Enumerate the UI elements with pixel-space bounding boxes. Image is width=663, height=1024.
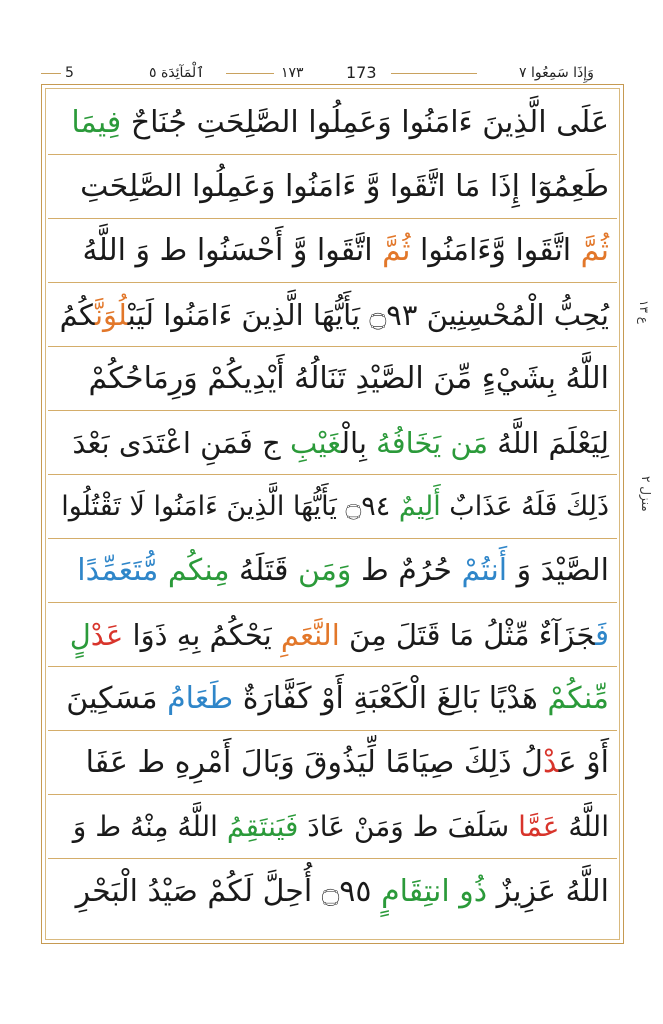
verse-line <box>48 475 617 539</box>
verse-line <box>48 219 617 283</box>
verse-segment: اتَّقَوا وَّءَامَنُوا <box>410 233 581 268</box>
verse-segment: يُحِبُّ الْمُحْسِنِينَ ۝٩٣ يَأَيُّهَا الَّذِينَ ءَامَنُوا لَيَبْ <box>127 297 609 332</box>
verse-line-text <box>76 874 609 909</box>
verse-line-text <box>77 553 609 588</box>
verse-lines <box>48 91 617 937</box>
verse-line <box>48 795 617 859</box>
verse-segment: جَزَآءٌ مِّثْلُ مَا قَتَلَ مِنَ <box>339 617 596 652</box>
verse-segment: هَدْيًا بَالِغَ الْكَعْبَةِ أَوْ كَفَّارَةٌ <box>233 681 548 716</box>
verse-segment: بِالْ <box>341 425 377 460</box>
verse-segment: أَنتُمْ <box>461 553 508 588</box>
verse-line <box>48 91 617 155</box>
verse-segment: لِيَعْلَمَ اللَّهُ <box>488 425 609 460</box>
header-rule <box>41 73 61 74</box>
verse-line-text <box>60 298 609 332</box>
verse-segment: طَعِمُوٓا إِذَا مَا اتَّقَوا وَّ ءَامَنُوا وَعَمِلُوا الصَّلِحَتِ <box>80 169 609 204</box>
manzil-marker: منزل ٢ <box>639 476 653 512</box>
verse-line-text <box>86 745 609 780</box>
verse-segment: اتَّقَوا وَّ أَحْسَنُوا ط وَ اللَّهُ <box>82 233 383 268</box>
verse-segment: فَ <box>595 617 609 652</box>
verse-segment: وَمَن <box>298 553 352 588</box>
verse-segment: اللَّهُ <box>559 810 609 843</box>
verse-line-text <box>61 491 609 522</box>
verse-line-text <box>70 618 609 652</box>
verse-line <box>48 283 617 347</box>
verse-segment: مِّنكُمْ <box>547 681 609 716</box>
verse-segment: لٍ <box>69 617 91 652</box>
verse-segment: لُوَنَّ <box>94 297 128 332</box>
verse-segment: حُرُمٌ ط <box>351 553 462 588</box>
verse-line-text <box>72 426 609 460</box>
header-page-number: 173 <box>346 63 377 82</box>
header-left-number: 5 <box>65 65 74 81</box>
verse-segment: مُّتَعَمِّدًا <box>77 553 168 588</box>
verse-line <box>48 731 617 795</box>
verse-segment: طَعَامُ <box>167 681 234 716</box>
verse-line-text <box>83 233 610 268</box>
verse-segment: ج فَمَنِ اعْتَدَى بَعْدَ <box>72 425 290 460</box>
verse-segment: اللَّهُ بِشَيْءٍ مِّنَ الصَّيْدِ تَنَالُهُ أَيْدِيكُمْ وَرِمَاحُكُمْ <box>88 361 609 396</box>
verse-segment: كُمُ <box>59 297 95 332</box>
verse-segment: سَلَفَ ط وَمَنْ عَادَ <box>298 810 519 843</box>
verse-segment: ثُمَّ <box>580 233 609 268</box>
verse-segment: ۝٩٥ أُحِلَّ لَكُمْ صَيْدُ الْبَحْرِ <box>75 873 382 909</box>
verse-line <box>48 603 617 667</box>
verse-segment: النَّعَمِ <box>280 617 340 652</box>
verse-segment: اللَّهُ عَزِيزٌ <box>487 873 609 909</box>
verse-line-text <box>66 681 609 716</box>
verse-line-text <box>71 105 609 140</box>
verse-segment: دْ <box>542 745 559 780</box>
verse-segment: اللَّهُ مِنْهُ ط وَ <box>72 810 227 843</box>
page-header <box>41 64 626 82</box>
verse-line <box>48 667 617 731</box>
verse-segment: غَيْبِ <box>289 425 342 460</box>
verse-line <box>48 539 617 603</box>
verse-segment: عَلَى الَّذِينَ ءَامَنُوا وَعَمِلُوا الصَّلِحَتِ جُنَاحٌ <box>121 105 609 140</box>
verse-segment: عَدْ <box>90 617 124 652</box>
verse-segment: أَوْ عَ <box>558 745 609 780</box>
verse-line <box>48 859 617 923</box>
header-surah-name: ٱلْمَآئِدَة ٥ <box>149 65 205 81</box>
verse-segment: فِيمَا <box>71 105 122 140</box>
verse-segment: فَيَنتَقِمُ <box>226 810 299 843</box>
verse-segment: ذَلِكَ فَلَهُ عَذَابٌ <box>440 491 609 522</box>
verse-segment: مَسَكِينَ <box>66 681 168 716</box>
verse-segment: ۝٩٤ يَأَيُّهَا الَّذِينَ ءَامَنُوا لَا تَقْتُلُوا <box>61 491 399 522</box>
header-rule <box>226 73 274 74</box>
verse-segment: لُ ذَلِكَ صِيَامًا لِّيَذُوقَ وَبَالَ أَمْرِهِ ط عَفَا <box>85 745 543 780</box>
header-para-name: وَإِذَا سَمِعُوا ٧ <box>519 65 594 81</box>
verse-segment: مَن يَخَافُهُ <box>376 425 489 460</box>
verse-segment: الصَّيْدَ وَ <box>507 553 609 588</box>
verse-segment: قَتَلَهُ <box>229 553 298 588</box>
page-frame <box>41 84 624 944</box>
ruku-number: ١٣ <box>637 300 651 313</box>
verse-line <box>48 155 617 219</box>
verse-segment: ثُمَّ <box>382 233 411 268</box>
header-rule <box>391 73 477 74</box>
verse-line-text <box>80 169 609 204</box>
ruku-letter: ع <box>637 316 651 324</box>
verse-line-text <box>89 361 609 396</box>
verse-segment: عَمَّا <box>518 810 560 843</box>
verse-line <box>48 411 617 475</box>
ruku-marker <box>637 300 651 324</box>
verse-segment: مِنكُم <box>167 553 230 588</box>
verse-segment: ذُو انتِقَامٍ <box>381 873 488 909</box>
header-page-number-urdu: ۱۷۳ <box>281 65 304 81</box>
verse-line <box>48 347 617 411</box>
verse-segment: يَحْكُمُ بِهِ ذَوَا <box>123 617 281 652</box>
verse-segment: أَلِيمٌ <box>398 491 441 522</box>
verse-line-text <box>73 810 609 843</box>
